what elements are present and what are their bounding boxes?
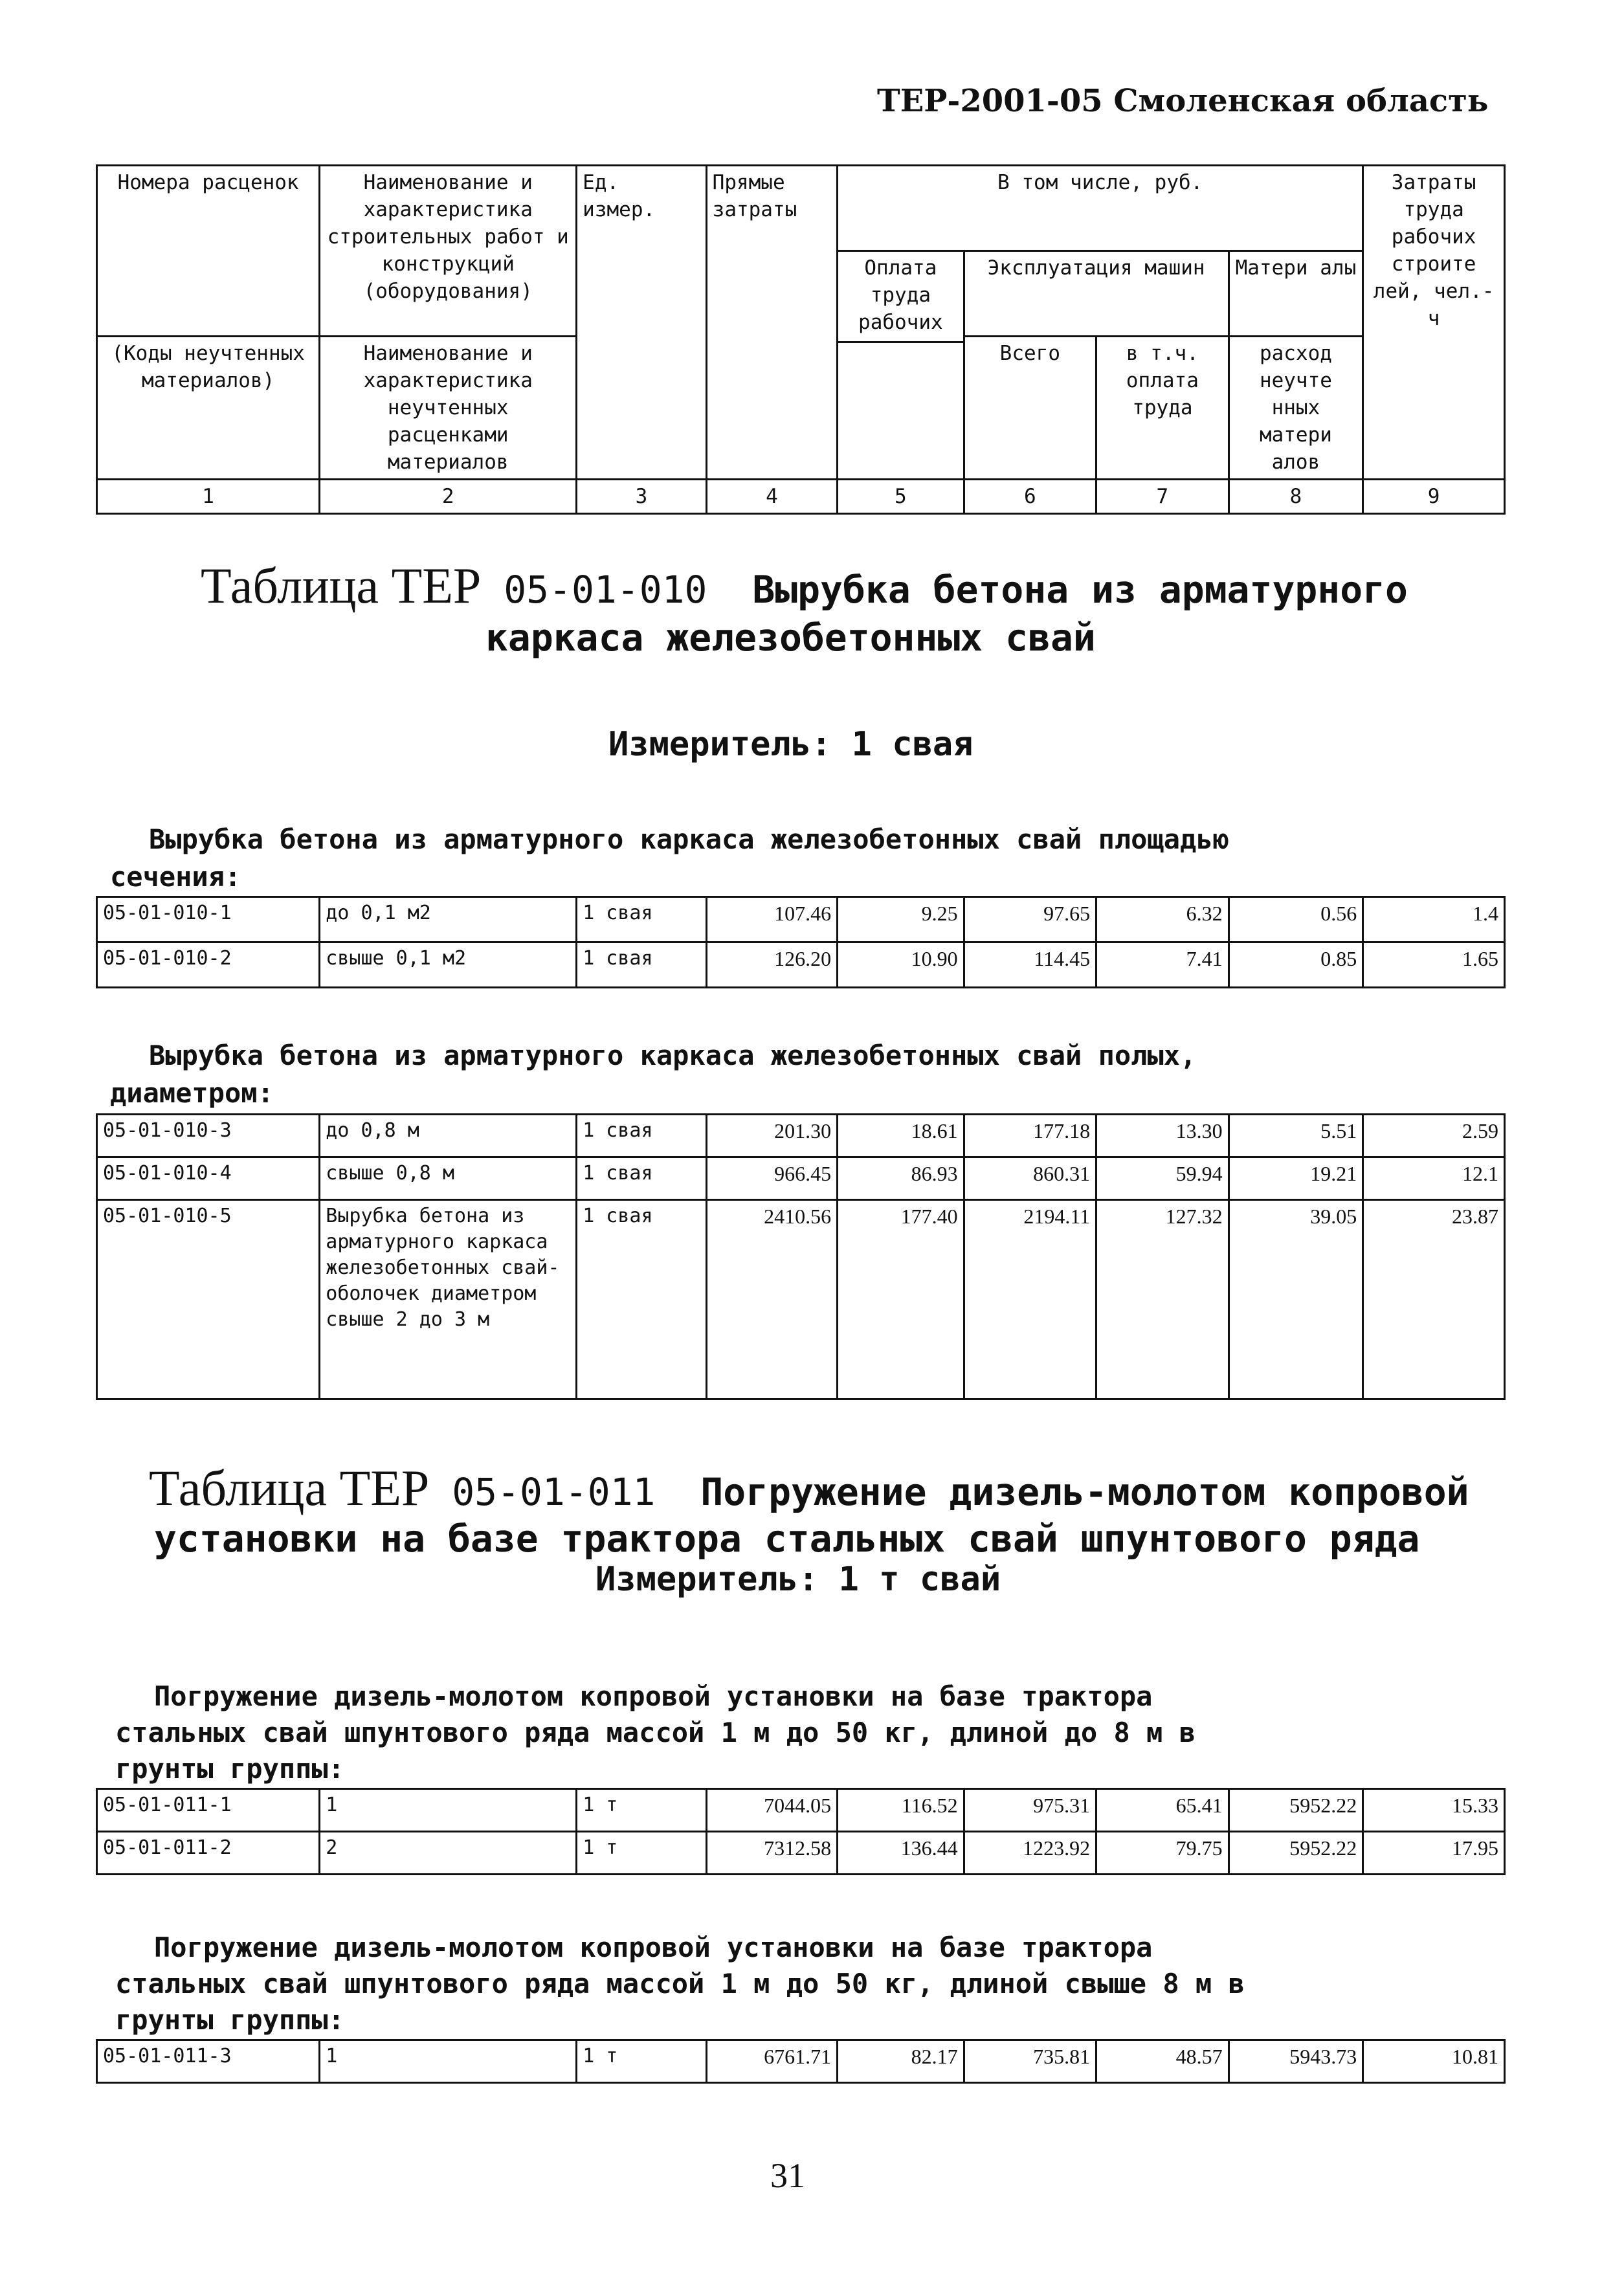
cell-code: 05-01-010-4 <box>97 1157 320 1200</box>
table-011-section1 <box>96 1788 1506 1875</box>
table-010-title-line1: Вырубка бетона из арматурного <box>752 568 1408 612</box>
col-header-machines-wages: в т.ч. оплата труда <box>1096 337 1229 480</box>
col-number: 2 <box>320 480 577 514</box>
table-row <box>97 1789 1505 1832</box>
page-header-title: ТЕР-2001-05 Смоленская область <box>877 83 1489 119</box>
cell-labor: 17.95 <box>1363 1832 1505 1875</box>
cell-materials: 5.51 <box>1229 1115 1363 1157</box>
cell-machines: 860.31 <box>964 1157 1096 1200</box>
cell-materials: 39.05 <box>1229 1200 1363 1399</box>
col-header-unit: Ед. измер. <box>577 166 706 480</box>
cell-machine-wages: 7.41 <box>1096 942 1229 988</box>
cell-materials: 5952.22 <box>1229 1832 1363 1875</box>
cell-name: свыше 0,1 м2 <box>320 942 577 988</box>
cell-wages: 136.44 <box>838 1832 964 1875</box>
cell-direct: 7312.58 <box>706 1832 838 1875</box>
cell-code: 05-01-010-1 <box>97 897 320 942</box>
col-number: 6 <box>964 480 1096 514</box>
cell-unit: 1 свая <box>577 1115 706 1157</box>
cell-wages: 9.25 <box>838 897 964 942</box>
table-row <box>97 2040 1505 2083</box>
table-011-section1-caption-line3: грунты группы: <box>115 1753 345 1785</box>
cell-code: 05-01-010-5 <box>97 1200 320 1399</box>
cell-wages: 116.52 <box>838 1789 964 1832</box>
table-011-section1-caption-line2: стальных свай шпунтового ряда массой 1 м до 50 кг, длиной до 8 м в <box>115 1717 1196 1748</box>
cell-direct: 126.20 <box>706 942 838 988</box>
cell-unit: 1 т <box>577 2040 706 2083</box>
col-header-labor: Затраты труда рабочих строите лей, чел.-ч <box>1363 166 1505 480</box>
table-010-label: Таблица ТЕР <box>201 557 482 614</box>
cell-wages: 177.40 <box>838 1200 964 1399</box>
cell-code: 05-01-011-2 <box>97 1832 320 1875</box>
cell-labor: 1.65 <box>1363 942 1505 988</box>
cell-direct: 6761.71 <box>706 2040 838 2083</box>
col-number: 4 <box>706 480 838 514</box>
col-number: 9 <box>1363 480 1505 514</box>
cell-labor: 23.87 <box>1363 1200 1505 1399</box>
cell-wages: 18.61 <box>838 1115 964 1157</box>
col-number: 7 <box>1096 480 1229 514</box>
cell-labor: 10.81 <box>1363 2040 1505 2083</box>
cell-code: 05-01-011-3 <box>97 2040 320 2083</box>
cell-machine-wages: 59.94 <box>1096 1157 1229 1200</box>
table-011-label: Таблица ТЕР <box>149 1460 430 1516</box>
cell-machines: 97.65 <box>964 897 1096 942</box>
col-header-empty <box>838 342 964 480</box>
cell-materials: 0.85 <box>1229 942 1363 988</box>
cell-machines: 177.18 <box>964 1115 1096 1157</box>
table-011-measure: Измеритель: 1 т свай <box>595 1560 1001 1599</box>
cell-materials: 19.21 <box>1229 1157 1363 1200</box>
cell-labor: 15.33 <box>1363 1789 1505 1832</box>
table-011-section1-caption-line1: Погружение дизель-молотом копровой установки на базе трактора <box>154 1680 1153 1712</box>
cell-direct: 2410.56 <box>706 1200 838 1399</box>
table-row <box>97 942 1505 988</box>
cell-machine-wages: 127.32 <box>1096 1200 1229 1399</box>
cell-name: 1 <box>320 1789 577 1832</box>
col-header-direct-costs: Прямые затраты <box>706 166 838 480</box>
cell-code: 05-01-010-3 <box>97 1115 320 1157</box>
cell-name: свыше 0,8 м <box>320 1157 577 1200</box>
table-011-code: 05-01-011 <box>452 1470 656 1514</box>
col-number: 5 <box>838 480 964 514</box>
col-header-group: В том числе, руб. <box>838 166 1363 251</box>
cell-machines: 2194.11 <box>964 1200 1096 1399</box>
table-010-section1-caption-line2: сечения: <box>110 861 241 893</box>
table-010-section2-caption-line2: диаметром: <box>110 1077 274 1109</box>
cell-machine-wages: 79.75 <box>1096 1832 1229 1875</box>
col-header-unaccounted-name: Наименование и характеристика неучтенных расценками материалов <box>320 337 577 480</box>
table-011-title <box>149 1460 1469 1516</box>
col-header-unaccounted-consumption: расход неучте нных матери алов <box>1229 337 1363 480</box>
cell-machines: 975.31 <box>964 1789 1096 1832</box>
cell-unit: 1 т <box>577 1789 706 1832</box>
cell-name: Вырубка бетона из арматурного каркаса железобетонных свай-оболочек диаметром свыше 2 до 3 м <box>320 1200 577 1399</box>
cell-wages: 10.90 <box>838 942 964 988</box>
cell-unit: 1 т <box>577 1832 706 1875</box>
cell-machines: 735.81 <box>964 2040 1096 2083</box>
cell-unit: 1 свая <box>577 942 706 988</box>
table-011-title-line2: установки на базе трактора стальных свай шпунтового ряда <box>154 1517 1420 1561</box>
cell-name: до 0,8 м <box>320 1115 577 1157</box>
cell-machines: 114.45 <box>964 942 1096 988</box>
table-010-section2-caption-line1: Вырубка бетона из арматурного каркаса железобетонных свай полых, <box>149 1040 1197 1071</box>
cell-unit: 1 свая <box>577 1157 706 1200</box>
col-header-unaccounted-codes: (Коды неучтенных материалов) <box>97 337 320 480</box>
cell-labor: 1.4 <box>1363 897 1505 942</box>
table-010-measure: Измеритель: 1 свая <box>608 725 973 764</box>
table-010-title-line2: каркаса железобетонных свай <box>485 616 1096 660</box>
page-number: 31 <box>770 2156 805 2195</box>
col-header-materials: Матери алы <box>1229 251 1363 337</box>
cell-direct: 201.30 <box>706 1115 838 1157</box>
table-row <box>97 897 1505 942</box>
cell-machine-wages: 6.32 <box>1096 897 1229 942</box>
table-010-code: 05-01-010 <box>504 568 707 612</box>
cell-materials: 5952.22 <box>1229 1789 1363 1832</box>
table-011-section2-caption-line2: стальных свай шпунтового ряда массой 1 м до 50 кг, длиной свыше 8 м в <box>115 1968 1245 1999</box>
col-header-wages: Оплата труда рабочих <box>838 251 964 342</box>
cell-materials: 0.56 <box>1229 897 1363 942</box>
cell-labor: 12.1 <box>1363 1157 1505 1200</box>
table-011-section2-caption-line1: Погружение дизель-молотом копровой установки на базе трактора <box>154 1932 1153 1963</box>
table-row <box>97 1115 1505 1157</box>
cell-name: 1 <box>320 2040 577 2083</box>
table-010-section2 <box>96 1113 1506 1400</box>
column-header-table <box>96 164 1506 515</box>
cell-name: до 0,1 м2 <box>320 897 577 942</box>
cell-wages: 86.93 <box>838 1157 964 1200</box>
table-011-section2 <box>96 2039 1506 2084</box>
col-header-name: Наименование и характеристика строительных работ и конструкций (оборудования) <box>320 166 577 337</box>
cell-machine-wages: 65.41 <box>1096 1789 1229 1832</box>
col-header-codes: Номера расценок <box>97 166 320 337</box>
col-header-machines-total: Всего <box>964 337 1096 480</box>
table-011-title-line1: Погружение дизель-молотом копровой <box>700 1470 1469 1514</box>
table-row <box>97 1157 1505 1200</box>
cell-labor: 2.59 <box>1363 1115 1505 1157</box>
cell-materials: 5943.73 <box>1229 2040 1363 2083</box>
cell-machine-wages: 48.57 <box>1096 2040 1229 2083</box>
col-header-machines: Эксплуатация машин <box>964 251 1229 337</box>
table-010-section1 <box>96 896 1506 988</box>
cell-direct: 7044.05 <box>706 1789 838 1832</box>
cell-machine-wages: 13.30 <box>1096 1115 1229 1157</box>
cell-name: 2 <box>320 1832 577 1875</box>
cell-wages: 82.17 <box>838 2040 964 2083</box>
col-number: 3 <box>577 480 706 514</box>
table-row <box>97 1832 1505 1875</box>
table-011-section2-caption-line3: грунты группы: <box>115 2004 345 2036</box>
cell-code: 05-01-010-2 <box>97 942 320 988</box>
cell-unit: 1 свая <box>577 1200 706 1399</box>
cell-direct: 107.46 <box>706 897 838 942</box>
cell-code: 05-01-011-1 <box>97 1789 320 1832</box>
table-row <box>97 1200 1505 1399</box>
table-010-section1-caption-line1: Вырубка бетона из арматурного каркаса железобетонных свай площадью <box>149 823 1229 855</box>
table-010-title <box>201 557 1408 614</box>
col-number: 1 <box>97 480 320 514</box>
cell-unit: 1 свая <box>577 897 706 942</box>
col-number: 8 <box>1229 480 1363 514</box>
cell-direct: 966.45 <box>706 1157 838 1200</box>
cell-machines: 1223.92 <box>964 1832 1096 1875</box>
